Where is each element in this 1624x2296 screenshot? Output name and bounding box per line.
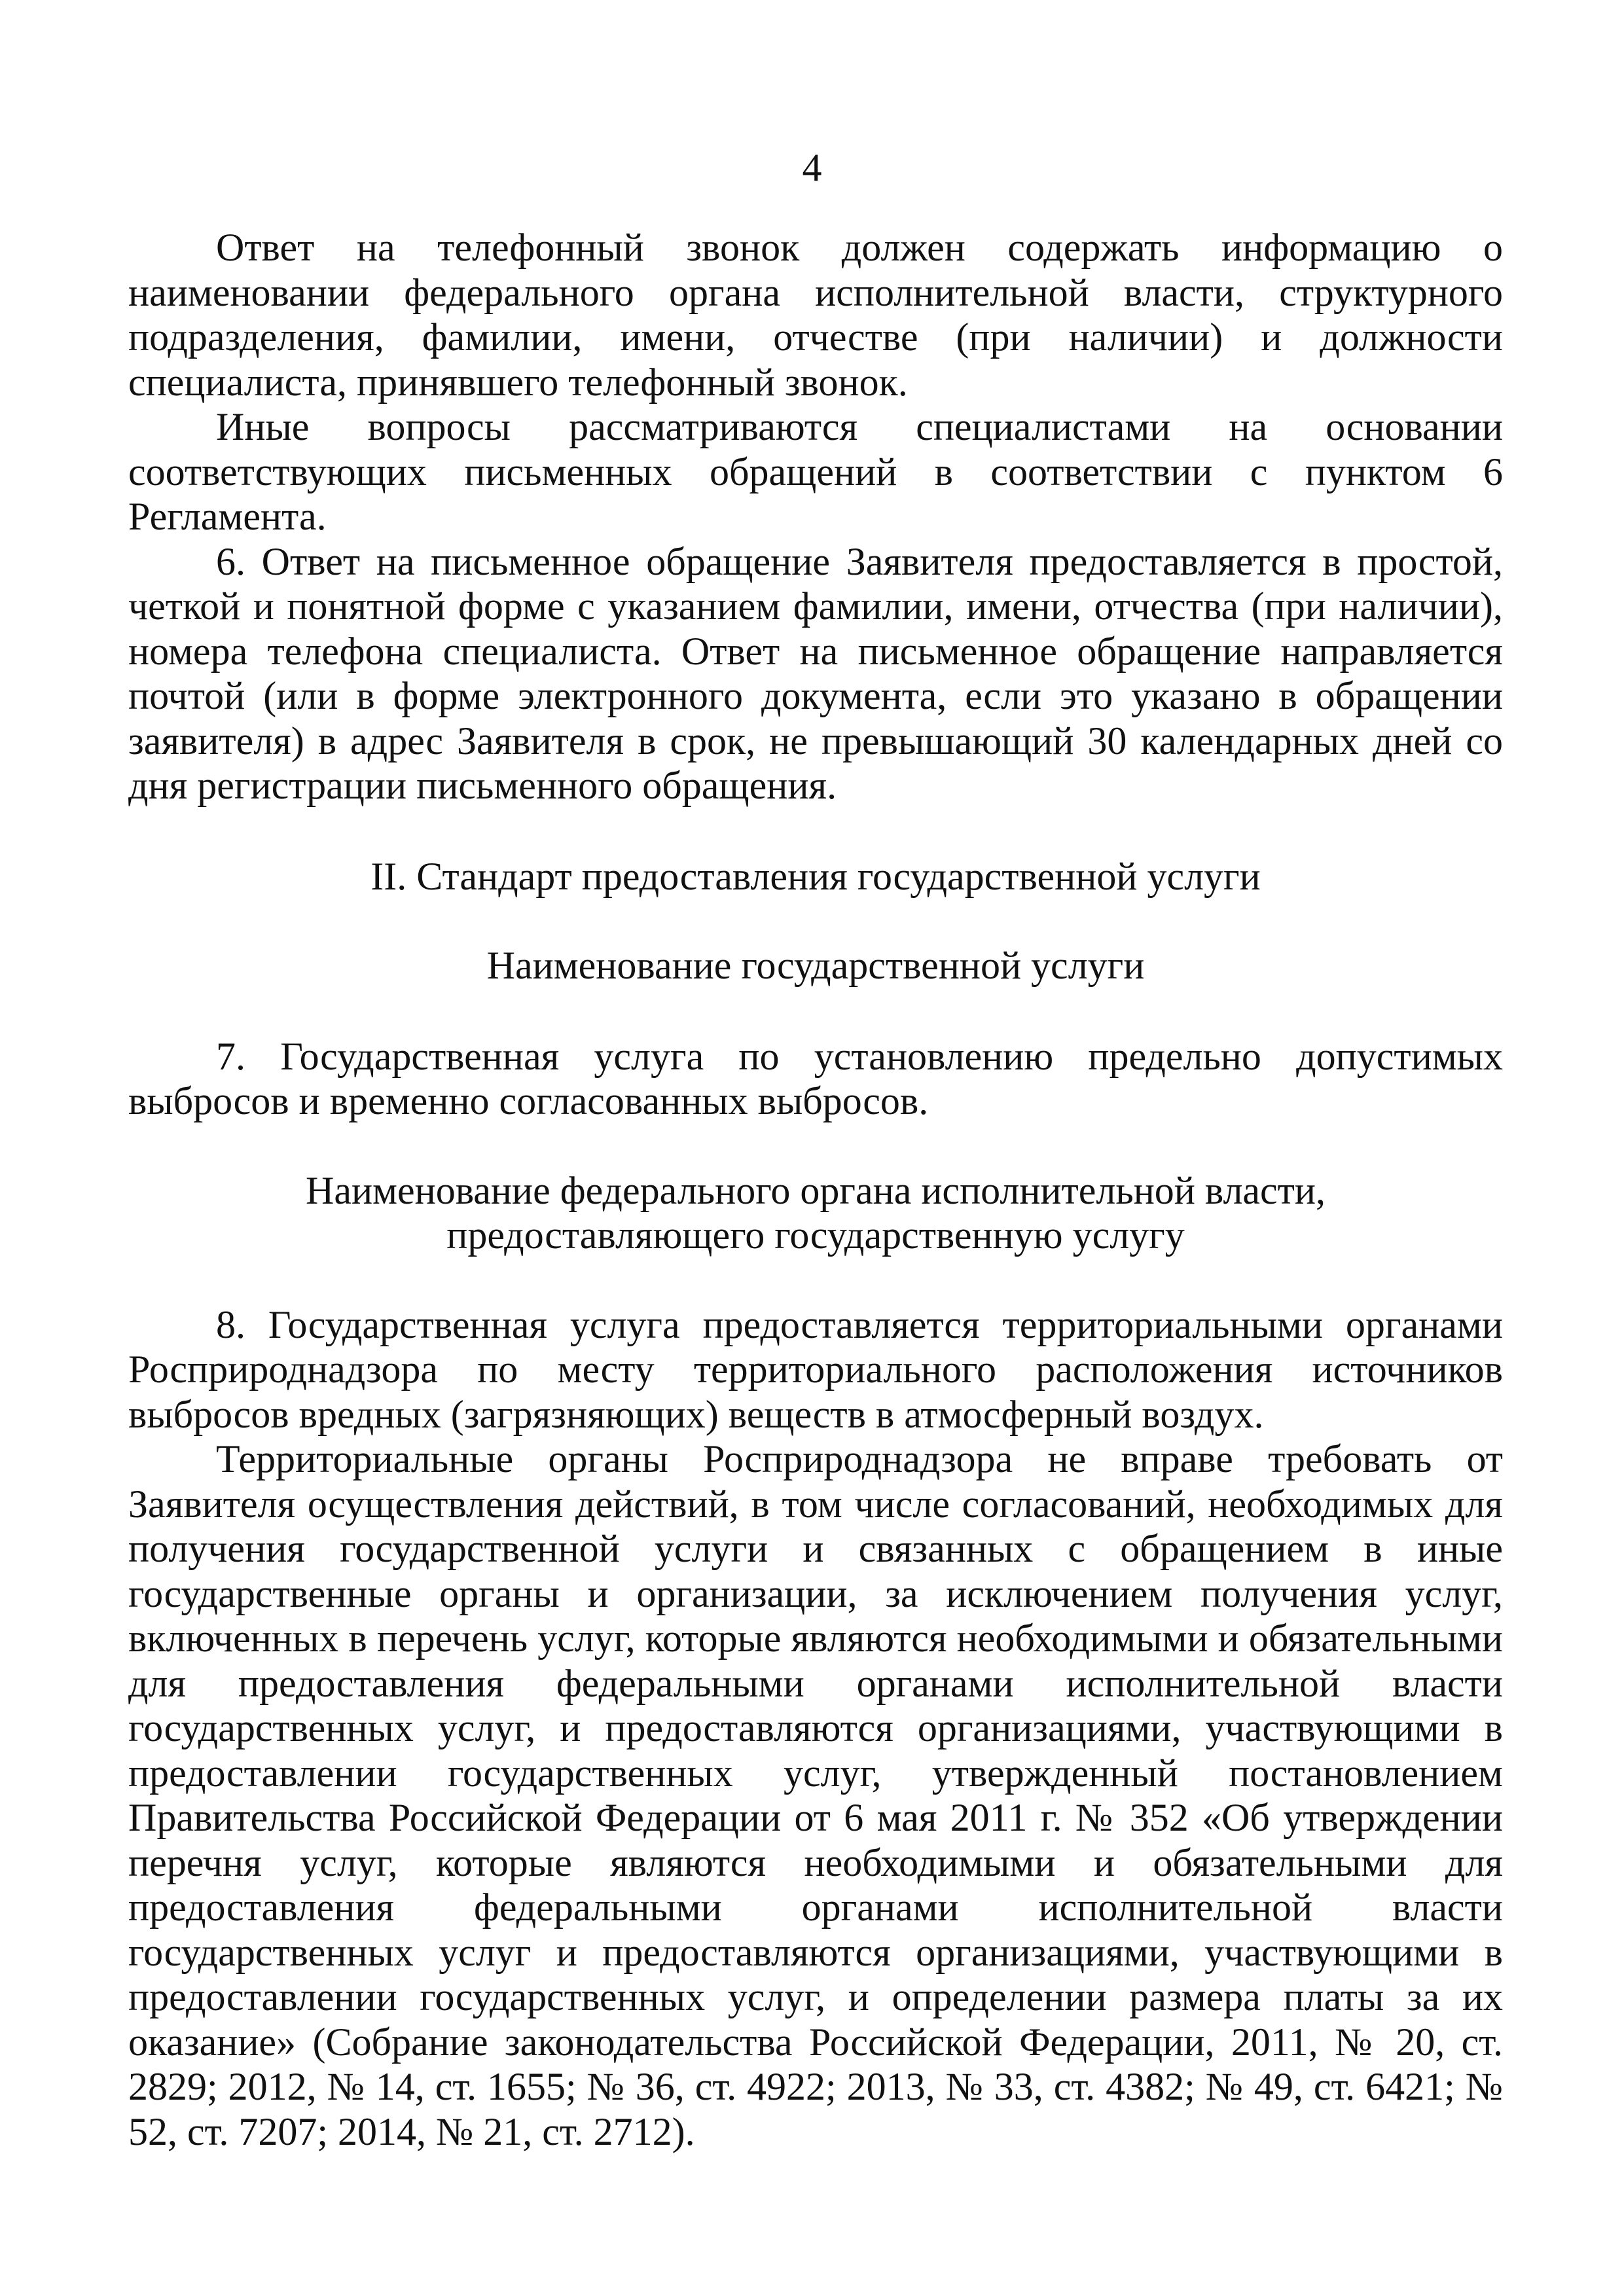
paragraph-other-questions: Иные вопросы рассматриваются специалистами на основании соответствующих письменных обращений в соответствии с пунктом 6 Регламента. <box>128 405 1503 538</box>
subheading-authority <box>128 1168 1503 1258</box>
section-heading-ii: II. Стандарт предоставления государственной услуги <box>370 854 1261 898</box>
page-number: 4 <box>802 146 822 189</box>
paragraph-7-service: 7. Государственная услуга по установлению предельно допустимых выбросов и временно согласованных выбросов. <box>128 1034 1503 1122</box>
document-body <box>128 225 1503 2154</box>
paragraph-6-written-response: 6. Ответ на письменное обращение Заявителя предоставляется в простой, четкой и понятной форме с указанием фамилии, имени, отчества (при наличии), номера телефона специалиста. Ответ на письменное обращение направляется почтой (или в форме электронного документа, если это указано в обращении заявителя) в адрес Заявителя в срок, не превышающий 30 календарных дней со дня регистрации письменного обращения. <box>128 539 1503 807</box>
subheading-service-name: Наименование государственной услуги <box>486 944 1145 987</box>
paragraph-phone-answer: Ответ на телефонный звонок должен содержать информацию о наименовании федерального органа исполнительной власти, структурного подразделения, фамилии, имени, отчестве (при наличии) и должности специалиста, принявшего телефонный звонок. <box>128 226 1503 404</box>
paragraph-8-restrictions: Территориальные органы Росприроднадзора не вправе требовать от Заявителя осуществления действий, в том числе согласований, необходимых для получения государственной услуги и связанных с обращением в иные государственные органы и организации, за исключением получения услуг, включенных в перечень услуг, которые являются необходимыми и обязательными для предоставления федеральными органами исполнительной власти государственных услуг, и предоставляются организациями, участвующими в предоставлении государственных услуг, утвержденный постановлением Правительства Российской Федерации от 6 мая 2011 г. № 352 «Об утверждении перечня услуг, которые являются необходимыми и обязательными для предоставления федеральными органами исполнительной власти государственных услуг и предоставляются организациями, участвующими в предоставлении государственных услуг, и определении размера платы за их оказание» (Собрание законодательства Российской Федерации, 2011, № 20, ст. 2829; 2012, № 14, ст. 1655; № 36, ст. 4922; 2013, № 33, ст. 4382; № 49, ст. 6421; № 52, ст. 7207; 2014, № 21, ст. 2712). <box>128 1437 1503 2153</box>
paragraph-8-territorial-bodies: 8. Государственная услуга предоставляется территориальными органами Росприроднадзора по месту территориального расположения источников выбросов вредных (загрязняющих) веществ в атмосферный воздух. <box>128 1302 1503 1436</box>
subheading-authority-line-1: Наименование федерального органа исполнительной власти, <box>305 1168 1326 1212</box>
subheading-authority-line-2: предоставляющего государственную услугу <box>446 1213 1185 1257</box>
